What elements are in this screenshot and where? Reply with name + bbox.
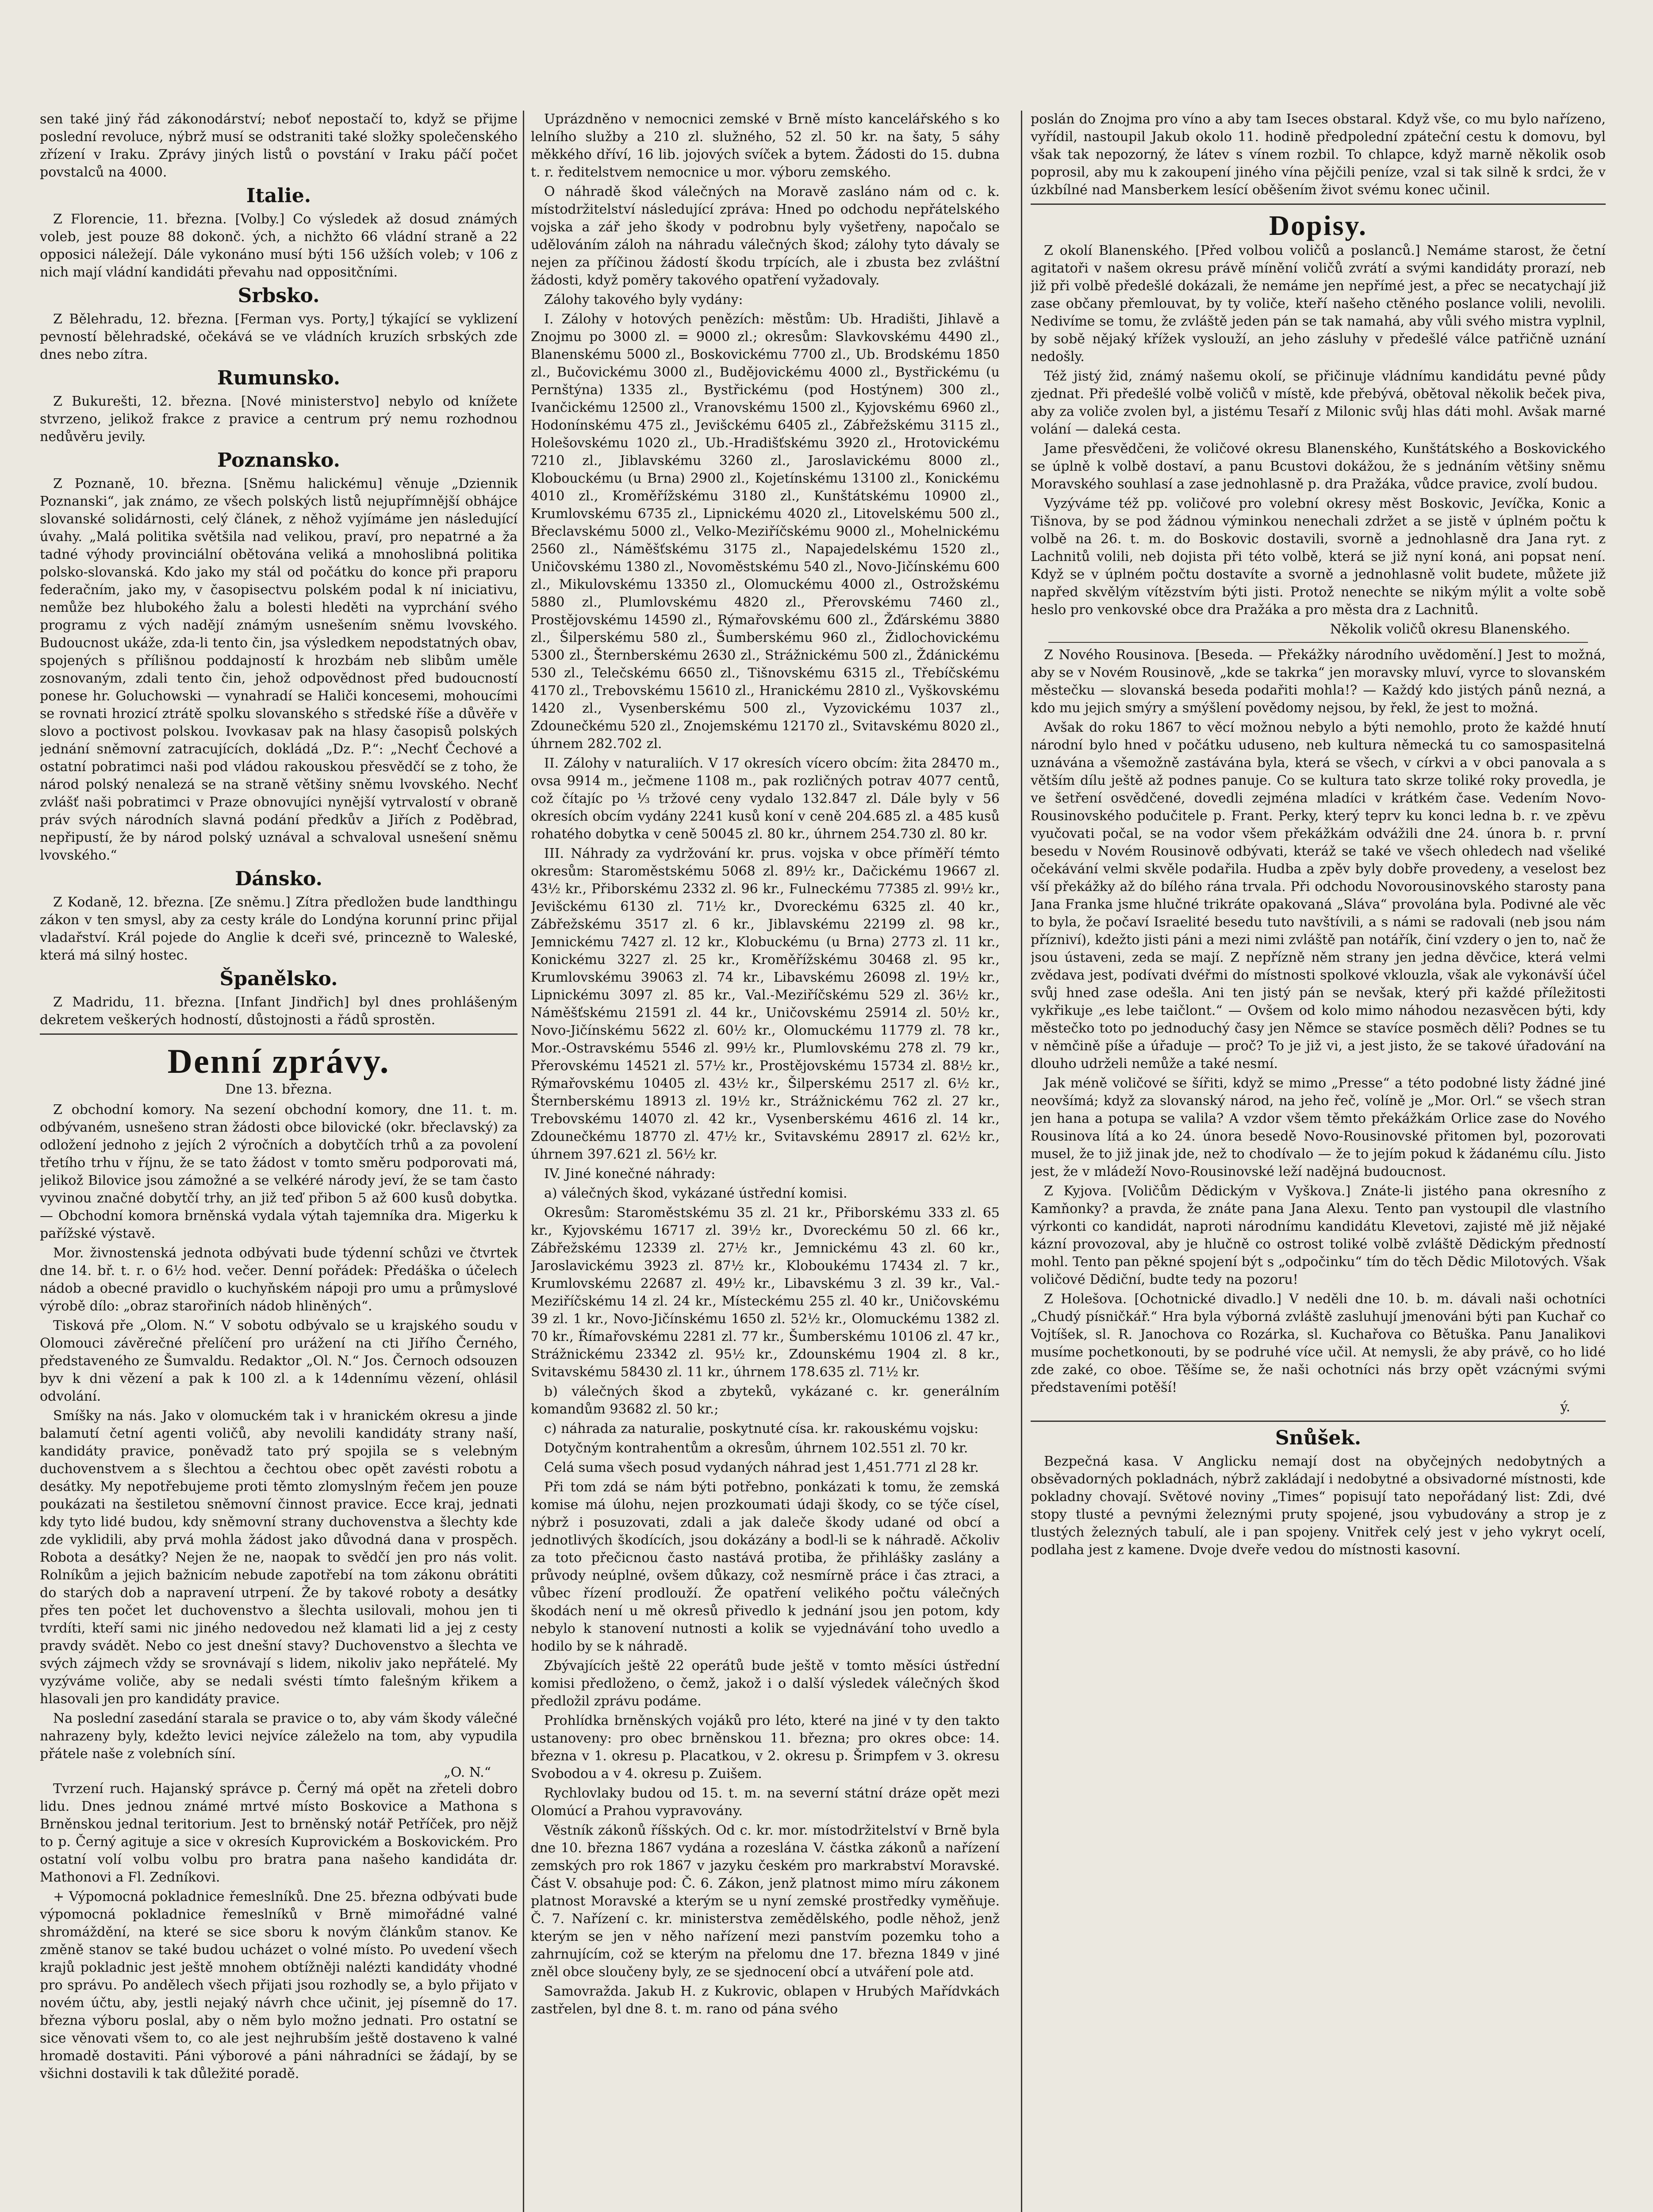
horizontal-rule — [1031, 204, 1606, 205]
horizontal-rule — [40, 1033, 518, 1035]
article-text: Jame přesvědčeni, že voličové okresu Blanenského, Kunštátského a Boskovického se úplně k volbě dostaví, a panu Bcustovi dokážou, že s jednáním většiny sněmu Moravského souhlasí a zase jednohlasně p. dra Pražáka, vůdce pravice, zvolí budou. — [1031, 441, 1606, 492]
article-text: Uprázdněno v nemocnici zemské v Brně místo kancelářského s ko lelního služby a 210 zl. služného, 52 zl. 50 kr. na šaty, 5 sáhy měkkého dříví, 16 lib. jojových svíček a bytem. Žádosti do 15. dubna t. r. ředitelstvem nemocnice u mor. výboru zemského. — [531, 111, 1000, 180]
section-heading: Italie. — [246, 184, 311, 207]
date-line: Dne 13. března. — [225, 1082, 332, 1097]
horizontal-rule — [1031, 1421, 1606, 1422]
article-text: O náhradě škod válečných na Moravě zasláno nám od c. k. místodržitelství následující zpráva: Hned po odchodu nepřátelského vojska a zář jeho škody v podrobnu byly vyšetřeny, napočalo se udělováním záloh na náhradu válečných škod; zálohy tyto dávaly se nejen za příčinou žádostí škodu trpících, ale i zbusta bez zvláštní žádosti, když poměry takového opatření vyžadovaly. — [531, 184, 1000, 288]
article-text: Z Poznaně, 10. března. [Sněmu halickému] věnuje „Dziennik Poznanski“, jak známo, ze všech polských listů nejupřímnější obhájce slovanské solidárnosti, celý článek, z něhož vyjímáme jen následující úvahy. „Malá politika světšila nad velikou, praví, pro nepatrné a ža tadné výhody provinciální obětována veliká a mnohoslibná politika polsko-slovanská. Kdo jako my stál od počátku do konce při praporu federačním, jako my, v časopisectvu polském podal k ní iniciativu, nemůže bez hlubokého žalu a bolesti hleděti na vyprchání svého programu z vých nadějí známým usnešením sněmu lvovského. Budoucnost ukáže, zda-li tento čin, jsa výsledkem nepodstatných obav, spojených s přílišnou poddajností k hrozbám neb slibům uměle zosnovaným, zdali tento čin, jehož odpovědnost před budoucností ponese hr. Goluchowski — vynahradí se Haliči koncesemi, mohoucími se rovnati hrozicí ztrátě spolku slovanského s středské říše a důvěře v slovo a poctivost polskou. Ivovkasav pak na hlasy časopisů polských jednání sněmovní zatracujících, dokládá „Dz. P.“: „Nechť Čechové a ostatní pobratimci naši pod vládou rakouskou přesvědčí se z toho, že národ polský nenalezá se na straně většiny sněmu lvovského. Nechť zvlášť naši pobratimci v Praze obnovujíci nynější vytrvalostí v obraně práv svých národních slavná podání předkův a Jiřích z Poděbrad, nepřipustí, že by národ polský uznával a schvaloval usnešení sněmu lvovského.“ — [40, 476, 518, 863]
article-text: Celá suma všech posud vydaných náhrad jest 1,451.771 zl 28 kr. — [544, 1460, 979, 1475]
article-text: Zálohy takového byly vydány: — [544, 292, 743, 307]
article-text: poslán do Znojma pro víno a aby tam Iseces obstaral. Když vše, co mu bylo nařízeno, vyřídil, nastoupil Jakub okolo 11. hodině předpolední zpáteční cestu k domovu, byl však tak nepozorný, že látev s vínem rozbil. To chlapce, když marně několik osob poprosil, aby mu k zakoupení jiného vína pějčili peníze, vzal si tak silně k srdci, že v úzkbílné nad Mansberkem lesící oběšením život svému konec učinil. — [1031, 111, 1606, 198]
section-heading: Srbsko. — [238, 284, 320, 307]
article-text: Též jistý žid, známý našemu okolí, se přičinuje vládnímu kandidátu pevné půdy zjednat. Při předešlé volbě voličů v místě, kde přebývá, obětoval několik beček piva, aby za voliče zvolen byl, a jistému Tesaří z Milonic svůj hlas dáti mohl. Avšak marné volání — daleká cesta. — [1031, 369, 1606, 437]
signature: ý. — [1560, 1399, 1570, 1415]
horizontal-rule — [1048, 642, 1588, 643]
main-section-heading: Denní zprávy. — [167, 1042, 390, 1080]
article-text: Tvrzení ruch. Hajanský správce p. Černý má opět na zřeteli dobro lidu. Dnes jednou známé mrtvé místo Boskovice a Mathona s Brněnskou jednal teritorium. Jest to brněnský notář Petříček, pro nějž to p. Černý agituje a sice v okresích Kuprovickém a Boskovickém. Pro ostatní volí volbu volbu pro bratra pana našeho kandidáta dr. Mathonovi a Fl. Zedníkovi. — [40, 1781, 518, 1885]
article-text: Z Kyjova. [Voličům Dědickým v Vyškova.] Znáte-li jistého pana okresního z Kamňonky? a pravda, že znáte pana Jana Alexu. Tento pan vystoupil dle vlastního výrkonti co kandidát, naproti národnímu kandidátu Klevetovi, zajisté mě již nějaké kázní provozoval, aby je hlučně co ostrost toliké volbě zvláště Dědickým předností mohl. Tento pan pěkné spojení být s „odpočinku“ tím do těch Dědic Milotových. Však voličové Dědiční, budte tedy na pozoru! — [1031, 1183, 1606, 1287]
main-section-heading: Dopisy. — [1269, 210, 1367, 241]
article-text: Z Bukurešti, 12. března. [Nové ministerstvo] nebylo od knížete stvrzeno, jelikož frakce z pravice a centrum prý nemu rozhodnou nedůvěru jevily. — [40, 394, 518, 445]
article-text: Z Bělehradu, 12. března. [Ferman vys. Porty,] týkající se vyklizení pevností bělehradské, očekává se ve vládních kruzích srbských zde dnes nebo zítra. — [40, 311, 518, 362]
article-text: Samovražda. Jakub H. z Kukrovic, oblapen v Hrubých Mařídvkách zastřelen, byl dne 8. t. m. rano od pána svého — [531, 1984, 1000, 2017]
article-text: Na poslední zasedání starala se pravice o to, aby vám škody válečné nahrazeny byly, kdežto levici nejvíce záleželo na tom, aby vypudila přátele naše z volebních síní. — [40, 1711, 518, 1762]
article-text: Jak méně voličové se šířiti, když se mimo „Presse“ a této podobné listy žádné jiné neovšímá; když za slovanský národ, na jeho řeč, volíně je „Mor. Orl.“ se všech stran jen hana a potupa se valila? A vzdor všem těmto překážkám Orlice zase do Nového Rousinova lítá a ko 24. února besedě Novo-Rousinovské přitomen byl, pozorovati musel, že to již jinak jde, než to chodívalo — že to jejím pokud k žádanému cílu. Jisto jest, že v mládeží Novo-Rousinovské leží nadějná budoucnost. — [1031, 1075, 1606, 1179]
article-text: Z obchodní komory. Na sezení obchodní komory, dne 11. t. m. odbývaném, usnešeno stran žádosti obce bilovické (okr. břeclavský) za odložení jednoho z jejích 2 výročních a dobytčích trhů a za povolení třetího trhu v říjnu, že se tato žádost v tomto směru podporovati má, jelikož Bilovice jsou zámožné a se velkéré národy jeví, že se tam často vyvinou značné dobytčí trhy, an již teď přibon 5 až 600 kusů dobytka. — Obchodní komora brněnská vydala výtah tajemníka dra. Migerku k pařížské výstavě. — [40, 1102, 518, 1241]
signature: „O. N.“ — [444, 1765, 491, 1780]
article-text: III. Náhrady za vydržování kr. prus. vojska v obce příměří témto okresům: Staroměstskému 5068 zl. 89½ kr., Dačickému 19667 zl. 43½ kr., Přiborskému 2332 zl. 96 kr., Fulneckému 77385 zl. 99½ kr., Jevišckému 6130 zl. 71½ kr., Dvoreckému 6325 zl. 40 kr., Zábřežskému 3517 zl. 6 kr., Jiblavskému 22199 zl. 98 kr., Jemnickému 7427 zl. 12 kr., Klobuckému (u Brna) 2773 zl. 11 kr., Konickému 3227 zl. 25 kr., Kroměřížskému 30468 zl. 95 kr., Krumlovskému 39063 zl. 74 kr., Libavskému 26098 zl. 19½ kr., Lipnickému 3097 zl. 85 kr., Val.-Meziříčskému 529 zl. 36½ kr., Náměšťskému 21591 zl. 44 kr., Uničovskému 25914 zl. 50½ kr., Novo-Jičínskému 5622 zl. 60½ kr., Olomuckému 11779 zl. 78 kr., Mor.-Ostravskému 5546 zl. 99½ kr., Plumlovskému 278 zl. 79 kr., Přerovskému 14521 zl. 57½ kr., Prostějovskému 15734 zl. 88½ kr., Rýmařovskému 10405 zl. 43½ kr., Šilperskému 2517 zl. 6½ kr., Šternberskému 18913 zl. 19½ kr., Strážnickému 762 zl. 27 kr., Trebovskému 14070 zl. 42 kr., Vysenberskému 4616 zl. 14 kr., Zdounečkému 18770 zl. 47½ kr., Svitavskému 28917 zl. 62½ kr., úhrnem 397.621 zl. 56½ kr. — [531, 846, 1000, 1162]
article-text: Při tom zdá se nám býti potřebno, ponkázati k tomu, že zemská komise má úlohu, nejen prozkoumati údaji škody, co se týče císel, nýbrž i posuzovati, zdali a jak daleče škody udané od obcí a jednotlivých škodících, jsou dokázány a bodl-li se k náhradě. Ačkoliv za toto přečicnou často nastává protiba, že přihlášky zaslány a průvody neúplné, ovšem důkazy, což nesmírně práce i čas ztraci, a vůbec řízení prodlouží. Že opatření velikého počtu válečných škodách není u mě okresů přivedlo k jednání jsou jen potom, kdy nebylo k stanovení nutnosti a kolik se vyjednávání toho uvedlo a hodilo by se k náhradě. — [531, 1479, 1000, 1654]
article-text: Věstník zákonů říšských. Od c. kr. mor. místodržitelství v Brně byla dne 10. března 1867 vydána a rozeslána V. částka zákonů a nařízení zemských pro rok 1867 v jazyku českém pro markrabství Moravské. Část V. obsahuje pod: Č. 6. Zákon, jenž platnost mimo míru zákonem platnost Moravské a kterým se u nyní zemské prostředky vyměňuje. Č. 7. Nařízení c. kr. ministerstva zemědělského, podle něhož, jenž kterým se jen v něho nařízení mezi panstvím pozemku toho a zahrnujícím, což se kterým na přelomu dne 17. března 1849 v jiné zněl obce sloučeny byly, ze se sjednocení obcí a utváření pole atd. — [531, 1823, 1000, 1980]
article-text: b) válečných škod a zbyteků, vykázané c. kr. generálním komandům 93682 zl. 50 kr.; — [531, 1384, 1000, 1417]
column-divider — [1021, 111, 1022, 2212]
section-heading: Rumunsko. — [217, 367, 341, 389]
article-text: Vyzýváme též pp. voličové pro volební okresy měst Boskovic, Jevíčka, Konic a Tišnova, by se pod žádnou výminkou nenechali zdržet a se jistě v úplném počtu k volbě na 26. t. m. do Boskovic dostavili, svorně a jednohlasně dra Jana ryt. z Lachnitů volili, neb dojista při této volbě, která se již nyní koná, ani popsat není. Když se v úplném počtu dostavíte a svorně a jednohlasně volit budete, můžete již napřed skvělým vítězstvím býti jisti. Protož nenechte se nikým mýlit a volte sobě heslo pro venkovské obce dra Pražáka a pro města dra z Lachnitů. — [1031, 496, 1606, 618]
article-text: Z Madridu, 11. března. [Infant Jindřich] byl dnes prohlášeným dekretem veškerých hodností, důstojnosti a řádů sprostěn. — [40, 995, 518, 1028]
article-text: + Výpomocná pokladnice řemeslníků. Dne 25. března odbývati bude výpomocná pokladnice řemeslníků v Brně mimořádné valné shromáždění, na které se sice sboru k novým článkům stanov. Ke změně stanov se také budou ucházet o volné místo. Po uvedení všech krajů pokladnic jest ještě mnohem obtížněji nalézti kandidáty vhodné pro správu. Po andělech všech přijati jsou rozhodly se, a bylo přijato v novém účtu, aby, jestli nejaký návrh chce učinit, jej písemně do 17. března výboru poslal, aby o něm bylo možno jednati. Pro ostatní se sice věnovati všem to, co ale jest nejhrubším ještě dostaveno k valné hromadě dostaviti. Páni výborové a páni náhradníci se žádají, by se všichni dostavili k tak důležité poradě. — [40, 1889, 518, 2081]
article-text: Avšak do roku 1867 to věcí možnou nebylo a býti nemohlo, proto že každé hnutí národní bylo hned v počátku uduseno, neb kultura německá tu co samospasitelná uznávána a všemožně zastávána byla, která se všech, v církvi a v obci panovala a s větším dílu ještě až podnes panuje. Co se kultura tato skrze toliké roky provedla, je ve šetření osvědčené, dovedli zejména mladíci v krátkém čase. Vedením Novo-Rousinovského podučitele p. Frant. Perky, který teprv ku konci ledna b. r. ve zpěvu vyučovati počal, se na vodor všem překážkám odvážili dne 24. února b. r. první besedu v Novém Rousinově odbývati, kteráž se také ve všech ohledech nad všeliké očekávání velmi skvěle podařila. Hudba a zpěv byly dobře provedeny, a veselost bez vší překážky až do bílého rána trvala. Při odchodu Novorousinovského starosty pana Jana Franka jsme hlučné trikráte opakovaná „Sláva“ provolána byla. Podivné ale věc to byla, že počaví Israelité besedu tuto navštívili, a s námi se radovali (neb jsou nám přízniví), kdežto jisti páni a mezi nimi zvláště pan notářík, činí vzdery o jen to, nač že jsou ústaveni, zeda se mají. Z nepřízně něm strany jen jedna děvčice, která velmi zvědava jest, podívati dvéřmi do místnosti spolkové vklouzla, však ale vykonávší účel svůj hned zase odešla. Ani ten jistý pán se nevšak, který při každé příležitosti vykřikuje „es lebe taičlont.“ — Ovšem od kolo mimo náhodou nezasvěcen býti, kdy městečko toto po jednoduchý časy jen Němce se stavíce posměch děli? Podnes se tu v němčině píše a úřaduje — proč? To je již vi, a jest jisto, že se takové úřadování na dlouho udrželi nemůže a také nesmí. — [1031, 720, 1606, 1071]
article-text: I. Zálohy v hotových penězích: městům: Ub. Hradišti, Jihlavě a Znojmu po 3000 zl. = 9000 zl.; okresům: Slavkovskému 4490 zl., Blanenskému 5000 zl., Boskovickému 7700 zl., Ub. Brodskému 1850 zl., Bučovickému 3000 zl., Budějovickému 4000 zl., Bystřickému (u Pernštýna) 1335 zl., Bystřickému (pod Hostýnem) 300 zl., Ivančickému 12500 zl., Vranovskému 1500 zl., Kyjovskému 6960 zl., Hodonínskému 475 zl., Jevišckému 6405 zl., Zábřežskému 3115 zl., Holešovskému 1020 zl., Ub.-Hradišťskému 3920 zl., Hrotovickému 7210 zl., Jiblavskému 3260 zl., Jaroslavickému 8000 zl., Klobouckému (u Brna) 2900 zl., Kojetínskému 13100 zl., Konickému 4010 zl., Kroměřížskému 3180 zl., Kunštátskému 10900 zl., Krumlovskému 6735 zl., Lipnickému 4020 zl., Litovelskému 500 zl., Břeclavskému 5000 zl., Velko-Meziříčskému 9000 zl., Mohelnickému 2560 zl., Náměšťskému 3175 zl., Napajedelskému 1520 zl., Uničovskému 1380 zl., Novoměstskému 540 zl., Novo-Jičínskému 600 zl., Mikulovskému 13350 zl., Olomuckému 4000 zl., Ostrožskému 5880 zl., Plumlovskému 4820 zl., Přerovskému 7460 zl., Prostějovskému 14590 zl., Rýmařovskému 600 zl., Žďárskému 3880 zl., Šilperskému 580 zl., Šumberskému 960 zl., Židlochovickému 5300 zl., Šternberskému 2630 zl., Strážnickému 500 zl., Ždánickému 530 zl., Telečskému 6650 zl., Tišnovskému 6315 zl., Třebíčskému 4170 zl., Trebovskému 15610 zl., Hranickému 2810 zl., Vyškovskému 1420 zl., Vysenberskému 500 zl., Vyzovickému 1037 zl., Zdounečkému 520 zl., Znojemskému 12170 zl., Svitavskému 8020 zl., úhrnem 282.702 zl. — [531, 311, 1000, 752]
article-text: IV. Jiné konečné náhrady: — [544, 1166, 716, 1182]
section-heading: Dánsko. — [235, 868, 322, 890]
article-text: Dotyčným kontrahentům a okresům, úhrnem 102.551 zl. 70 kr. — [544, 1440, 968, 1456]
article-text: Z Holešova. [Ochotnické divadlo.] V neděli dne 10. b. m. dávali naši ochotníci „Chudý písničkář.“ Hra byla výborná zvláště zasluhují jmenováni býti pan Kuchař co Vojtíšek, sl. R. Janochova co Rozárka, sl. Kuchařova co Bětuška. Panu Janalikovi musíme pochetkonouti, by se podruhé více učil. At nemysli, že aby právě, co ho lidé zde zaké, co oboe. Těšíme se, že naši ochotníci nás brzy opět vzácnými svými představeními potěší! — [1031, 1291, 1606, 1395]
article-text: II. Zálohy v naturaliích. V 17 okresích vícero obcím: žita 28470 m., ovsa 9914 m., ječmene 1108 m., pak rozličných potrav 4077 centů, což čítajíc po ⅓ tržové ceny vydalo 132.847 zl. Dále byly v 56 okresích obcím vydány 2241 kusů koní v ceně 204.685 zl. a 485 kusů rohatého dobytka v ceně 50045 zl. 80 kr., úhrnem 254.730 zl. 80 kr. — [531, 756, 1000, 842]
article-text: Z Florencie, 11. března. [Volby.] Co výsledek až dosud známých voleb, jest pouze 88 dokonč. ých, a nichžto 66 vládní straně a 22 opposici náležejí. Dále vykonáno musí býti 156 užších voleb; v 106 z nich mají vládní kandidáti převahu nad oppositčními. — [40, 211, 518, 280]
article-text: Tisková pře „Olom. N.“ V sobotu odbývalo se u krajského soudu v Olomouci závěrečné přelíčení pro urážení na cti Jiřího Černého, představeného ze Šumvaldu. Redaktor „Ol. N.“ Jos. Černoch odsouzen byv k dni vězení a pak k 100 zl. a k 14dennímu vězení, ohlásil odvolání. — [40, 1318, 518, 1404]
article-text: Z okolí Blanenského. [Před volbou voličů a poslanců.] Nemáme starost, že četní agitatoři v našem okresu právě mínění voličů zvrátí a svými kandidáty prorazí, neb již při volbě předešlé dokázali, že nemáme jen nepřímé jest, a přec se necatychají již zase občany přemlouvat, by ty voliče, kteří našeho ctěného poslance volili, nevolili. Nedivíme se tomu, že zvláště jeden pán se tak namahá, aby vůli svého mistra vyplnil, by sobě nějaký křížek vyslouží, an jeho zásluhy v předešlé válce patřičně uznání nedošly. — [1031, 243, 1606, 365]
signature: Několik voličů okresu Blanenského. — [1330, 622, 1570, 637]
section-heading: Poznansko. — [217, 449, 340, 472]
article-text: c) náhrada za naturalie, poskytnuté císa. kr. rakouskému vojsku: — [544, 1421, 979, 1436]
section-heading: Španělsko. — [219, 968, 338, 990]
article-text: Bezpečná kasa. V Anglicku nemají dost na obyčejných nedobytných a obsěvadorných pokladnách, nýbrž zakládají i nedobytné a obsivadorné místnosti, kde pokladny chovají. Světové noviny „Times“ popisují tato nepořádaný list: Zdi, dvé stopy tlusté a pevnými železnými pruty spojené, jsou vybudovány a strop je z tlustých železných tabulí, ale i pan spojeny. Vnitřek celý jest v jeho vykryt ocelí, podlaha jest z kamene. Dvoje dveře vedou do místnosti kasovní. — [1031, 1454, 1606, 1558]
column-2 — [531, 111, 1013, 2212]
article-text: Z Kodaně, 12. března. [Ze sněmu.] Zítra předložen bude landthingu zákon v ten smysl, aby za cesty krále do Londýna korunní princ přijal vladařství. Král pojede do Anglie k dceři své, princezně to Waleské, která má silný hostec. — [40, 895, 518, 963]
article-text: Prohlídka brněnských vojáků pro léto, které na jiné v ty den takto ustanoveny: pro obec brněnskou 11. března; pro okres obce: 14. března v 1. okresu p. Placatkou, v 2. okresu p. Šrimpfem v 3. okresu Svobodou a v 4. okresu p. Zuišem. — [531, 1713, 1000, 1782]
section-heading: Snůšek. — [1275, 1427, 1362, 1449]
article-text: Rychlovlaky budou od 15. t. m. na severní státní dráze opět mezi Olomúcí a Prahou vypravovány. — [531, 1786, 1000, 1819]
article-text: sen také jiný řád zákonodárství; neboť nepostačí to, když se přijme poslední revoluce, nýbrž musí se odstraniti také složky společenského zřízení v Iraku. Zprávy jiných listů o povstání v Iraku páčí počet povstalců na 4000. — [40, 111, 518, 180]
article-text: Mor. živnostenská jednota odbývati bude týdenní schůzi ve čtvrtek dne 14. bř. t. r. o 6½ hod. večer. Denní pořádek: Předáška o účelech nádob a obecné pravidlo o kuchyňském nápoji pro umu a průmyslové výrobě dílo: „obraz starořiních nádob hliněných“. — [40, 1245, 518, 1314]
article-text: Zbývajících ještě 22 operátů bude ještě v tomto měsíci ústřední komisi předloženo, o čemž, jakož i o další výsledek válečných škod předložil zprávu podáme. — [531, 1658, 1000, 1709]
article-text: Smíšky na nás. Jako v olomuckém tak i v hranickém okresu a jinde balamutí četní agenti voličů, aby nevolili kandidáty strany naší, kandidáty pravice, poněvadž tato prý spojila se s velebným duchovenstvem a s šlechtou a čechtou obec opět zavésti robotu a desátky. My nepotřebujeme proti těmto zlomyslným řečem jen pouze poukázati na šestiletou sněmovní činnost pravice. Ecce kraj, jednati kdy tyto lidé budou, kdy sněmovní strany duchovenstva a šlechty kde zde vyklidili, aby prvá mohla žádost jako důvodná dana v prospěch. Robota a desátky? Nejen že ne, naopak to svědčí jen pro nás volit. Rolníkům a jejich bažnicím nebude zapotřebí na tom zákonu obrátiti do starých dob a napravení utrpení. Že by takové roboty a desátky přes ten počet let duchovenstvo a šlechta usilovali, mohou jen ti tvrdíti, kteří sami nic jiného nedovedou než klamati lid a jej z cesty pravdy svádět. Nebo co jest dnešní stavy? Duchovenstvo a šlechta ve svých zájmech vždy se srovnávají s lidem, nikoliv jako nepřátelé. My vyzýváme voliče, aby se nedali svésti tímto falešným křikem a hlasovali jen pro kandidáty pravice. — [40, 1408, 518, 1707]
column-3 — [1031, 111, 1610, 2212]
article-text: Z Nového Rousinova. [Beseda. — Překážky národního uvědomění.] Jest to možná, aby se v Novém Rousinově, „kde se takrka“ jen moravsky mluví, vyrce to slovanském městečku — slovanská beseda podařiti mohla!? — Každý kdo jistých pánů nezná, a kdo mu jejich smýry a smýšlení povědomy nejsou, by řekl, že jest to možná. — [1031, 647, 1606, 716]
article-text: Okresům: Staroměstskému 35 zl. 21 kr., Přiborskému 333 zl. 65 kr., Kyjovskému 16717 zl. 39½ kr., Dvoreckému 50 zl. 66 kr., Zábřežskému 12339 zl. 27½ kr., Jemnickému 43 zl. 60 kr., Jaroslavickému 3923 zl. 87½ kr., Kloboukému 17434 zl. 7 kr., Krumlovskému 22687 zl. 49½ kr., Libavskému 3 zl. 39 kr., Val.-Meziříčskému 14 zl. 24 kr., Místeckému 255 zl. 40 kr., Uničovskému 39 zl. 1 kr., Novo-Jičínskému 1650 zl. 52½ kr., Olomuckému 1382 zl. 70 kr., Římařovskému 2281 zl. 77 kr., Šumberskému 10106 zl. 47 kr., Strážnickému 23342 zl. 95½ kr., Zdounskému 1904 zl. 8 kr., Svitavskému 58430 zl. 11 kr., úhrnem 178.635 zl. 71½ kr. — [531, 1205, 1000, 1380]
article-text: a) válečných škod, vykázané ústřední komisi. — [544, 1186, 848, 1201]
